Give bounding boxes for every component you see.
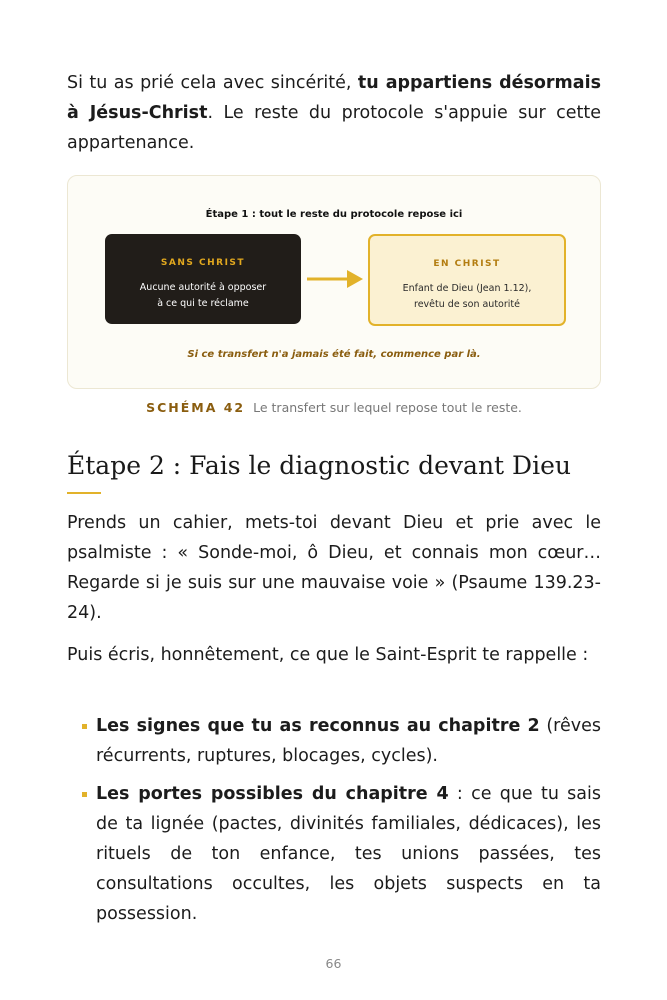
bullet-square-icon bbox=[82, 724, 87, 729]
intro-paragraph bbox=[67, 68, 601, 158]
box-sans-christ-line: à ce qui te réclame bbox=[157, 298, 249, 309]
intro-text-end: . Le reste du protocole s'appuie sur cette appartenance. bbox=[67, 103, 601, 153]
figure-note: Si ce transfert n'a jamais été fait, commence par là. bbox=[187, 349, 481, 360]
caption-label: SCHÉMA 42 bbox=[146, 400, 246, 415]
box-sans-christ-body bbox=[105, 280, 301, 312]
list-item-bold: Les portes possibles du chapitre 4 bbox=[96, 784, 449, 804]
body-paragraph: Prends un cahier, mets-toi devant Dieu et prie avec le psalmiste : « Sonde-moi, ô Dieu, et connais mon cœur… Regarde si je suis sur une mauvaise voie » (Psaume 139.23-24). bbox=[67, 513, 601, 623]
bullet-square-icon bbox=[82, 792, 87, 797]
intro-text-start: Si tu as prié cela avec sincérité, bbox=[67, 73, 358, 93]
list-item-text: (rêves récurrents, ruptures, blocages, cycles). bbox=[96, 716, 601, 766]
box-en-christ-line: revêtu de son autorité bbox=[414, 299, 520, 310]
box-sans-christ-line: Aucune autorité à opposer bbox=[139, 282, 267, 293]
box-en-christ-body bbox=[370, 281, 564, 313]
list-item-bold: Les signes que tu as reconnus au chapitre 2 bbox=[96, 716, 540, 736]
body-paragraph: Puis écris, honnêtement, ce que le Saint-Esprit te rappelle : bbox=[67, 645, 589, 665]
bullet-list bbox=[67, 711, 601, 937]
list-item bbox=[67, 779, 601, 929]
box-sans-christ-heading: SANS CHRIST bbox=[160, 258, 246, 268]
schema-figure bbox=[67, 175, 601, 389]
intro-bold-text: tu appartiens désormais à Jésus-Christ bbox=[67, 73, 601, 123]
arrow-right-icon bbox=[305, 268, 365, 290]
box-en-christ bbox=[368, 234, 566, 326]
heading-underline bbox=[67, 492, 101, 494]
box-sans-christ bbox=[105, 234, 301, 324]
box-en-christ-heading: EN CHRIST bbox=[433, 259, 501, 269]
figure-caption bbox=[67, 400, 601, 415]
figure-title: Étape 1 : tout le reste du protocole repose ici bbox=[205, 209, 463, 220]
page-number: 66 bbox=[325, 956, 342, 971]
section-heading: Étape 2 : Fais le diagnostic devant Dieu bbox=[67, 451, 571, 480]
box-en-christ-line: Enfant de Dieu (Jean 1.12), bbox=[402, 283, 532, 294]
list-item-text: : ce que tu sais de ta lignée (pactes, divinités familiales, dédicaces), les rituels de ton enfance, tes unions passées, tes consultations occultes, les objets suspects en ta possession. bbox=[96, 784, 601, 924]
list-item bbox=[67, 711, 601, 771]
caption-text: Le transfert sur lequel repose tout le reste. bbox=[253, 400, 522, 415]
